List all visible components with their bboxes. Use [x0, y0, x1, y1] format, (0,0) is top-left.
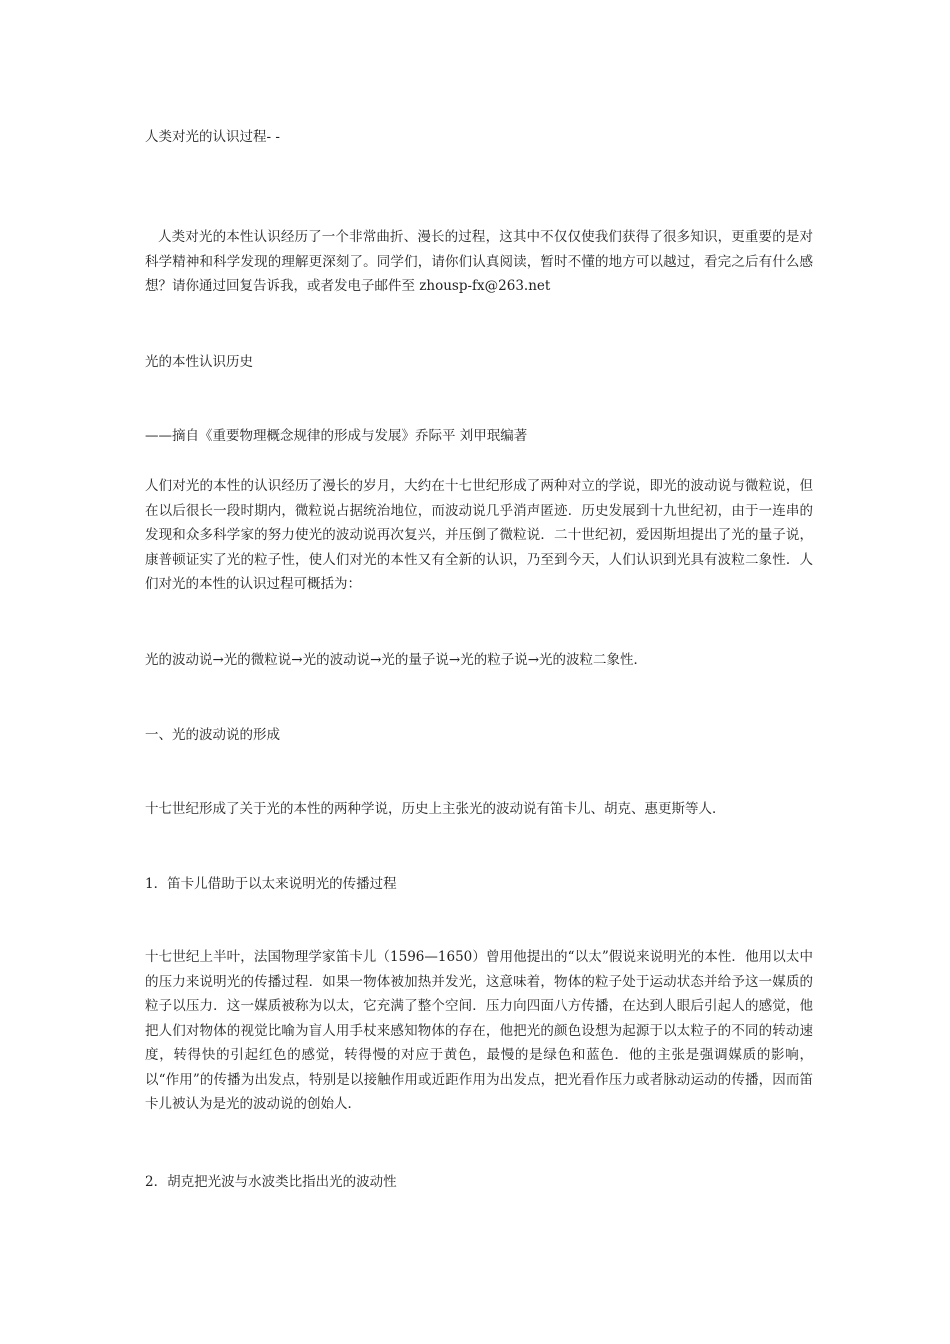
subsection-1-body: 十七世纪上半叶，法国物理学家笛卡儿（1596—1650）曾用他提出的“以太”假说来说明光的本性．他用以太中的压力来说明光的传播过程．如果一物体被加热并发光，这意味着，物体的粒子处于运动状态并给予这一媒质的粒子以压力．这一媒质被称为以太，它充满了整个空间．压力向四面八方传播，在达到人眼后引起人的感觉，他把人们对物体的视觉比喻为盲人用手杖来感知物体的存在，他把光的颜色设想为起源于以太粒子的不同的转动速度，转得快的引起红色的感觉，转得慢的对应于黄色，最慢的是绿色和蓝色．他的主张是强调媒质的影响，以“作用”的传播为出发点，特别是以接触作用或近距作用为出发点，把光看作压力或者脉动运动的传播，因而笛卡儿被认为是光的波动说的创始人． [145, 949, 813, 1112]
document-title: 人类对光的认识过程- - [145, 129, 280, 145]
section-title: 光的本性认识历史 [145, 354, 253, 370]
overview-paragraph: 人们对光的本性的认识经历了漫长的岁月，大约在十七世纪形成了两种对立的学说，即光的波动说与微粒说，但在以后很长一段时期内，微粒说占据统治地位，而波动说几乎消声匿迹．历史发展到十九世纪初，由于一连串的发现和众多科学家的努力使光的波动说再次复兴，并压倒了微粒说．二十世纪初，爱因斯坦提出了光的量子说，康普顿证实了光的粒子性，使人们对光的本性又有全新的认识，乃至到今天，人们认识到光具有波粒二象性．人们对光的本性的认识过程可概括为： [145, 478, 813, 592]
subsection-1-heading: 1．笛卡儿借助于以太来说明光的传播过程 [145, 876, 397, 892]
source-citation: ——摘自《重要物理概念规律的形成与发展》乔际平 刘甲珉编著 [145, 428, 528, 444]
subsection-2-heading: 2．胡克把光波与水波类比指出光的波动性 [145, 1174, 397, 1190]
intro-paragraph: 人类对光的本性认识经历了一个非常曲折、漫长的过程，这其中不仅仅使我们获得了很多知识，更重要的是对科学精神和科学发现的理解更深刻了。同学们，请你们认真阅读，暂时不懂的地方可以越过，看完之后有什么感想？请你通过回复告诉我，或者发电子邮件至 zhousp-fx@263.net [145, 229, 813, 294]
part1-heading: 一、光的波动说的形成 [145, 727, 280, 743]
part1-intro: 十七世纪形成了关于光的本性的两种学说，历史上主张光的波动说有笛卡儿、胡克、惠更斯等人． [145, 801, 726, 817]
progression-line: 光的波动说→光的微粒说→光的波动说→光的量子说→光的粒子说→光的波粒二象性． [145, 652, 648, 668]
